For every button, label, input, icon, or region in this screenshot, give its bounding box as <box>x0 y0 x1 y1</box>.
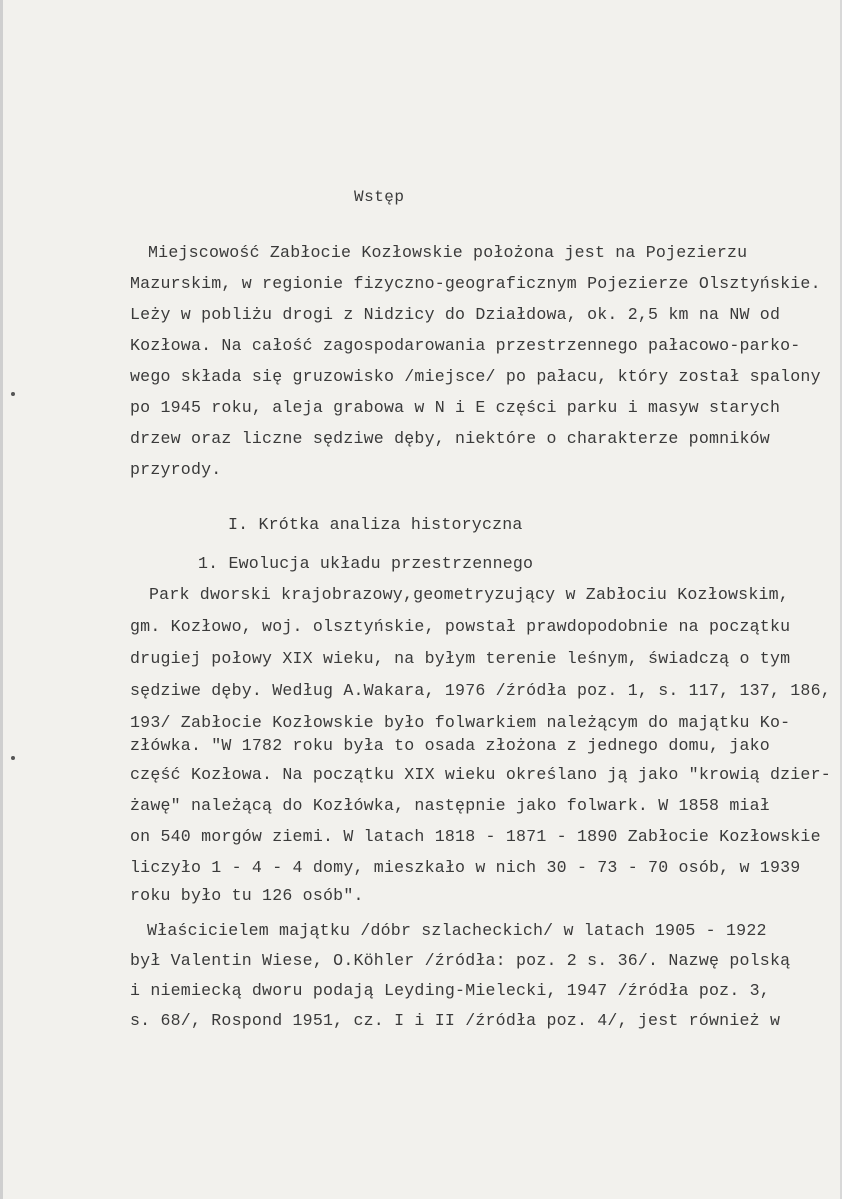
paragraph-line: gm. Kozłowo, woj. olsztyńskie, powstał prawdopodobnie na początku <box>130 617 791 636</box>
document-title: Wstęp <box>354 188 405 206</box>
punch-hole-mark <box>11 756 15 760</box>
intro-line: drzew oraz liczne sędziwe dęby, niektóre o charakterze pomników <box>130 429 770 448</box>
paragraph-line: był Valentin Wiese, O.Köhler /źródła: poz. 2 s. 36/. Nazwę polską <box>130 951 791 970</box>
paragraph-line: i niemiecką dworu podają Leyding-Mielecki, 1947 /źródła poz. 3, <box>130 981 770 1000</box>
intro-line: Mazurskim, w regionie fizyczno-geograficznym Pojezierze Olsztyńskie. <box>130 274 821 293</box>
paragraph-line: Park dworski krajobrazowy,geometryzujący w Zabłociu Kozłowskim, <box>149 585 789 604</box>
intro-line: Miejscowość Zabłocie Kozłowskie położona jest na Pojezierzu <box>148 243 748 262</box>
punch-hole-mark <box>11 392 15 396</box>
paragraph-line: Właścicielem majątku /dóbr szlacheckich/ w latach 1905 - 1922 <box>147 921 767 940</box>
paragraph-line: roku było tu 126 osób". <box>130 886 364 905</box>
subsection-heading: 1. Ewolucja układu przestrzennego <box>198 554 534 573</box>
paragraph-line: liczyło 1 - 4 - 4 domy, mieszkało w nich 30 - 73 - 70 osób, w 1939 <box>130 858 801 877</box>
intro-line: przyrody. <box>130 460 222 479</box>
intro-line: wego składa się gruzowisko /miejsce/ po pałacu, który został spalony <box>130 367 821 386</box>
paragraph-line: s. 68/, Rospond 1951, cz. I i II /źródła poz. 4/, jest również w <box>130 1011 781 1030</box>
paragraph-line: on 540 morgów ziemi. W latach 1818 - 1871 - 1890 Zabłocie Kozłowskie <box>130 827 821 846</box>
section-heading: I. Krótka analiza historyczna <box>228 515 523 534</box>
intro-line: Kozłowa. Na całość zagospodarowania przestrzennego pałacowo-parko- <box>130 336 801 355</box>
intro-line: Leży w pobliżu drogi z Nidzicy do Działdowa, ok. 2,5 km na NW od <box>130 305 781 324</box>
paragraph-line: sędziwe dęby. Według A.Wakara, 1976 /źródła poz. 1, s. 117, 137, 186, <box>130 681 831 700</box>
paragraph-line: część Kozłowa. Na początku XIX wieku określano ją jako "krowią dzier- <box>130 765 831 784</box>
paragraph-line: złówka. "W 1782 roku była to osada złożona z jednego domu, jako <box>130 736 770 755</box>
paragraph-line: drugiej połowy XIX wieku, na byłym terenie leśnym, świadczą o tym <box>130 649 791 668</box>
intro-line: po 1945 roku, aleja grabowa w N i E części parku i masyw starych <box>130 398 781 417</box>
paragraph-line: żawę" należącą do Kozłówka, następnie jako folwark. W 1858 miał <box>130 796 770 815</box>
paragraph-line: 193/ Zabłocie Kozłowskie było folwarkiem należącym do majątku Ko- <box>130 713 791 732</box>
